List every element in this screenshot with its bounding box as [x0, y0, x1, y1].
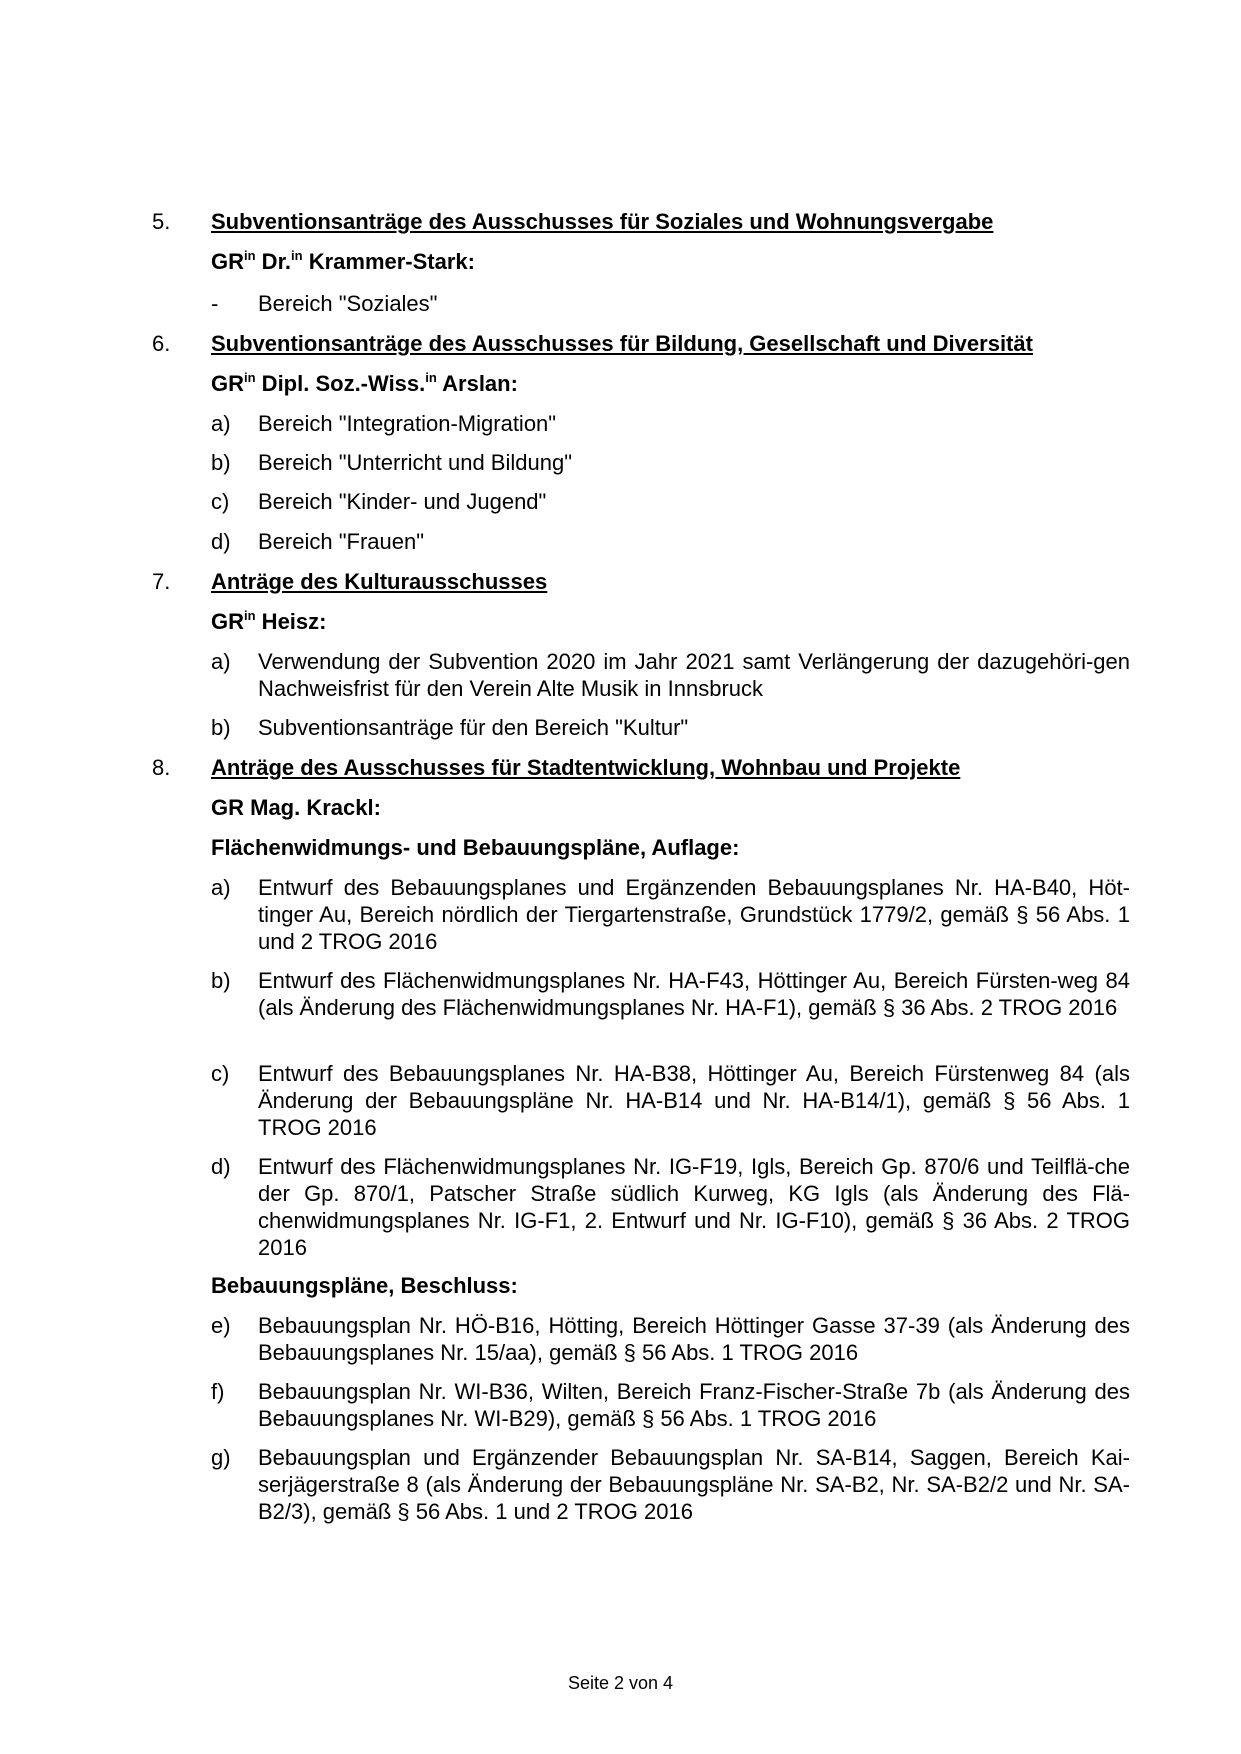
speaker-line: $GR^{in}$ Heisz: [211, 608, 327, 634]
section-heading: Subventionsanträge des Ausschusses für Soziales und Wohnungsvergabe [211, 209, 994, 234]
item-text: Bebauungsplan Nr. WI-B36, Wilten, Bereich Franz-Fischer-Straße 7b (als Änderung des Bebauungsplanes Nr. WI-B29), gemäß § 56 Abs. 1 TROG 2016 [258, 1379, 1130, 1431]
item-text: Entwurf des Bebauungsplanes Nr. HA-B38, Höttinger Au, Bereich Fürstenweg 84 (als Änderung der Bebauungspläne Nr. HA-B14 und Nr. HA-B14/1), gemäß § 56 Abs. 1 TROG 2016 [258, 1061, 1130, 1140]
item-text: Entwurf des Flächenwidmungsplanes Nr. HA-F43, Höttinger Au, Bereich Fürsten-weg 84 (als Änderung des Flächenwidmungsplanes Nr. HA-F1), gemäß § 36 Abs. 2 TROG 2016 [258, 968, 1130, 1020]
item-text: Bereich "Soziales" [258, 291, 438, 316]
subheading: Flächenwidmungs- und Bebauungspläne, Auflage: [211, 835, 740, 860]
item-label: c) [211, 489, 230, 514]
item-label: a) [211, 411, 231, 436]
section-heading: Anträge des Ausschusses für Stadtentwicklung, Wohnbau und Projekte [211, 755, 961, 780]
section-number: 6. [152, 331, 171, 356]
item-text: Bereich "Frauen" [258, 529, 425, 554]
section-number: 8. [152, 755, 171, 780]
speaker-line: GR Mag. Krackl: [211, 795, 381, 820]
page-footer: Seite 2 von 4 [567, 1673, 674, 1693]
item-label: d) [211, 529, 231, 554]
section-heading: Subventionsanträge des Ausschusses für Bildung, Gesellschaft und Diversität [211, 331, 1033, 356]
item-label: - [211, 291, 219, 316]
item-text: Bereich "Kinder- und Jugend" [258, 489, 547, 514]
item-label: b) [211, 715, 231, 740]
speaker-line: $GR^{in}$ Dipl. Soz.-Wiss.$^{in}$ Arslan: [211, 370, 518, 396]
item-label: c) [211, 1061, 230, 1086]
item-text: Subventionsanträge für den Bereich "Kultur" [258, 715, 689, 740]
item-label: e) [211, 1313, 231, 1338]
item-text: Bereich "Integration-Migration" [258, 411, 557, 436]
speaker-line: $GR^{in}$ Dr.$^{in}$ Krammer-Stark: [211, 248, 475, 274]
section-number: 7. [152, 569, 171, 594]
item-label: a) [211, 875, 231, 900]
section-heading: Anträge des Kulturausschusses [211, 569, 548, 594]
item-text: Bereich "Unterricht und Bildung" [258, 450, 573, 475]
subheading: Bebauungspläne, Beschluss: [211, 1273, 518, 1298]
item-label: b) [211, 450, 231, 475]
item-label: g) [211, 1445, 231, 1470]
item-label: b) [211, 968, 231, 993]
item-text: Entwurf des Bebauungsplanes und Ergänzenden Bebauungsplanes Nr. HA-B40, Höt-tinger Au, Bereich nördlich der Tiergartenstraße, Grundstück 1779/2, gemäß § 56 Abs. 1 und 2 TROG 2016 [258, 875, 1130, 954]
section-number: 5. [152, 209, 171, 234]
item-label: f) [211, 1379, 225, 1404]
item-text: Entwurf des Flächenwidmungsplanes Nr. IG-F19, Igls, Bereich Gp. 870/6 und Teilflä-che der Gp. 870/1, Patscher Straße südlich Kurweg, KG Igls (als Änderung des Flä-chenwidmungsplanes Nr. IG-F1, 2. Entwurf und Nr. IG-F10), gemäß § 36 Abs. 2 TROG 2016 [258, 1154, 1130, 1260]
item-text: Bebauungsplan Nr. HÖ-B16, Hötting, Bereich Höttinger Gasse 37-39 (als Änderung des Bebauungsplanes Nr. 15/aa), gemäß § 56 Abs. 1 TROG 2016 [258, 1313, 1130, 1365]
item-text: Bebauungsplan und Ergänzender Bebauungsplan Nr. SA-B14, Saggen, Bereich Kai-serjägerstraße 8 (als Änderung der Bebauungspläne Nr. SA-B2, Nr. SA-B2/2 und Nr. SA-B2/3), gemäß § 56 Abs. 1 und 2 TROG 2016 [258, 1445, 1130, 1524]
item-text: Verwendung der Subvention 2020 im Jahr 2021 samt Verlängerung der dazugehöri-gen Nachweisfrist für den Verein Alte Musik in Innsbruck [258, 649, 1130, 701]
item-label: d) [211, 1154, 231, 1179]
item-label: a) [211, 649, 231, 674]
